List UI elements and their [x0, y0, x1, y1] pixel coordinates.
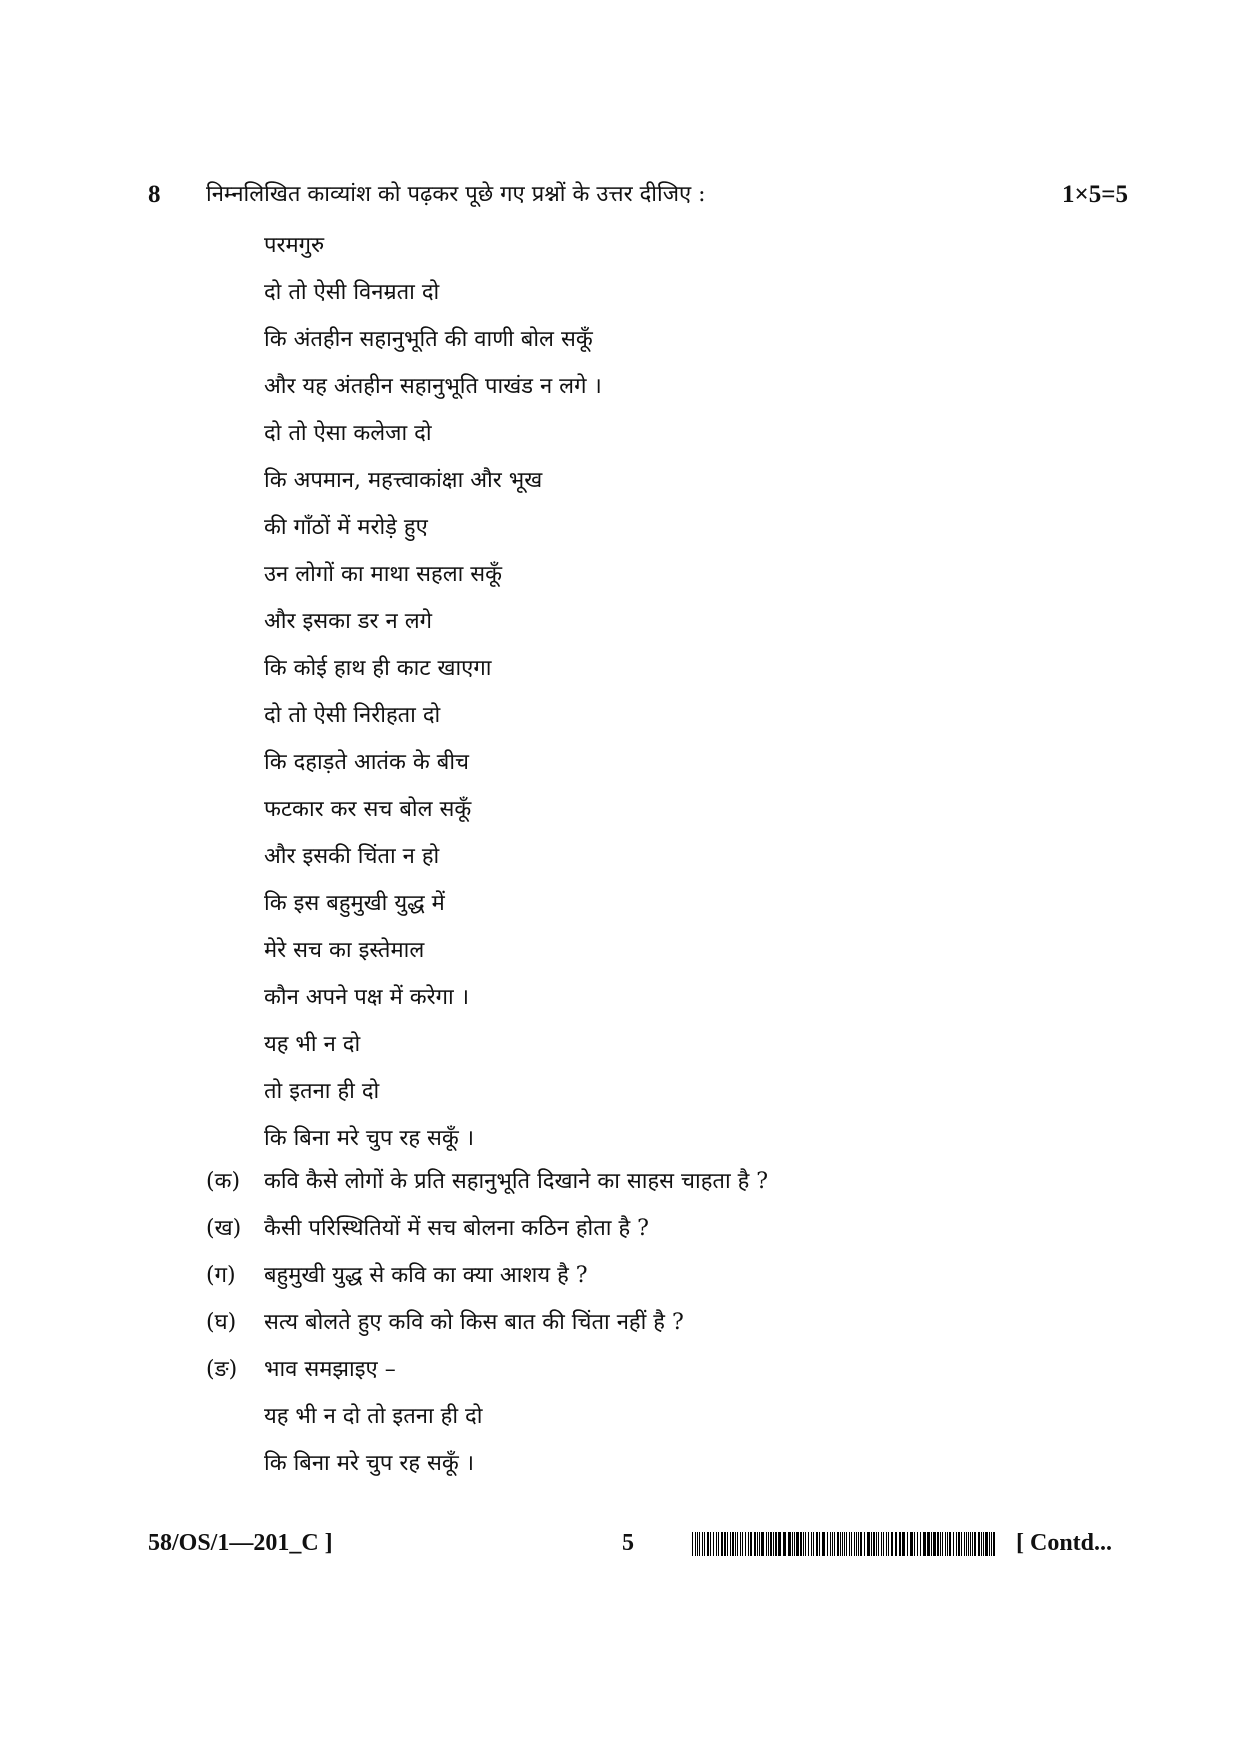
poem-line: दो तो ऐसी निरीहता दो	[264, 703, 441, 728]
sub-question	[206, 1252, 768, 1299]
sub-question-text: बहुमुखी युद्ध से कवि का क्या आशय है ?	[264, 1263, 588, 1288]
poem-line: यह भी न दो	[264, 1032, 361, 1057]
page-number: 5	[622, 1530, 634, 1556]
poem-line: कि दहाड़ते आतंक के बीच	[264, 750, 469, 775]
sub-question	[206, 1299, 768, 1346]
poem-line: कि कोई हाथ ही काट खाएगा	[264, 656, 492, 681]
sub-question-label: (ङ)	[206, 1357, 238, 1382]
poem-line: कि इस बहुमुखी युद्ध में	[264, 891, 445, 916]
sub-question-label: (घ)	[206, 1310, 237, 1335]
poem-line: मेरे सच का इस्तेमाल	[264, 938, 425, 963]
sub-question-text: कैसी परिस्थितियों में सच बोलना कठिन होता है ?	[264, 1216, 649, 1241]
question-marks: 1×5=5	[1062, 181, 1128, 208]
sub-question-text: कवि कैसे लोगों के प्रति सहानुभूति दिखाने का साहस चाहता है ?	[264, 1169, 769, 1194]
question-number: 8	[148, 181, 161, 208]
poem-line: और यह अंतहीन सहानुभूति पाखंड न लगे ।	[264, 374, 602, 399]
sub-question	[206, 1158, 768, 1205]
poem-line: कि बिना मरे चुप रह सकूँ ।	[264, 1126, 475, 1151]
poem-line: कि अपमान, महत्त्वाकांक्षा और भूख	[264, 468, 543, 493]
poem-line: और इसकी चिंता न हो	[264, 844, 440, 869]
poem-line: कौन अपने पक्ष में करेगा ।	[264, 985, 470, 1010]
explain-quote	[264, 1393, 482, 1487]
sub-question	[206, 1346, 768, 1393]
poem-line: की गाँठों में मरोड़े हुए	[264, 515, 428, 540]
poem-line: फटकार कर सच बोल सकूँ	[264, 797, 472, 822]
poem-line: तो इतना ही दो	[264, 1079, 380, 1104]
poem-line: कि अंतहीन सहानुभूति की वाणी बोल सकूँ	[264, 327, 593, 352]
poem-line: दो तो ऐसा कलेजा दो	[264, 421, 432, 446]
paper-code: 58/OS/1—201_C ]	[148, 1530, 333, 1556]
poem-line: परमगुरु	[264, 233, 325, 258]
sub-questions	[206, 1158, 768, 1393]
poem-line: दो तो ऐसी विनम्रता दो	[264, 280, 440, 305]
question-instruction: निम्नलिखित काव्यांश को पढ़कर पूछे गए प्रश्नों के उत्तर दीजिए :	[206, 182, 706, 207]
sub-question-label: (क)	[206, 1169, 241, 1194]
continued-label: [ Contd...	[1016, 1530, 1113, 1556]
sub-question-text: सत्य बोलते हुए कवि को किस बात की चिंता नहीं है ?	[264, 1310, 684, 1335]
explain-line: कि बिना मरे चुप रह सकूँ ।	[264, 1451, 475, 1476]
sub-question-label: (ग)	[206, 1263, 236, 1288]
explain-line: यह भी न दो तो इतना ही दो	[264, 1404, 483, 1429]
barcode-image	[692, 1532, 996, 1556]
poem-line: और इसका डर न लगे	[264, 609, 433, 634]
sub-question-label: (ख)	[206, 1216, 242, 1241]
sub-question-text: भाव समझाइए –	[264, 1357, 396, 1382]
sub-question	[206, 1205, 768, 1252]
poem	[264, 222, 602, 1162]
poem-line: उन लोगों का माथा सहला सकूँ	[264, 562, 503, 587]
